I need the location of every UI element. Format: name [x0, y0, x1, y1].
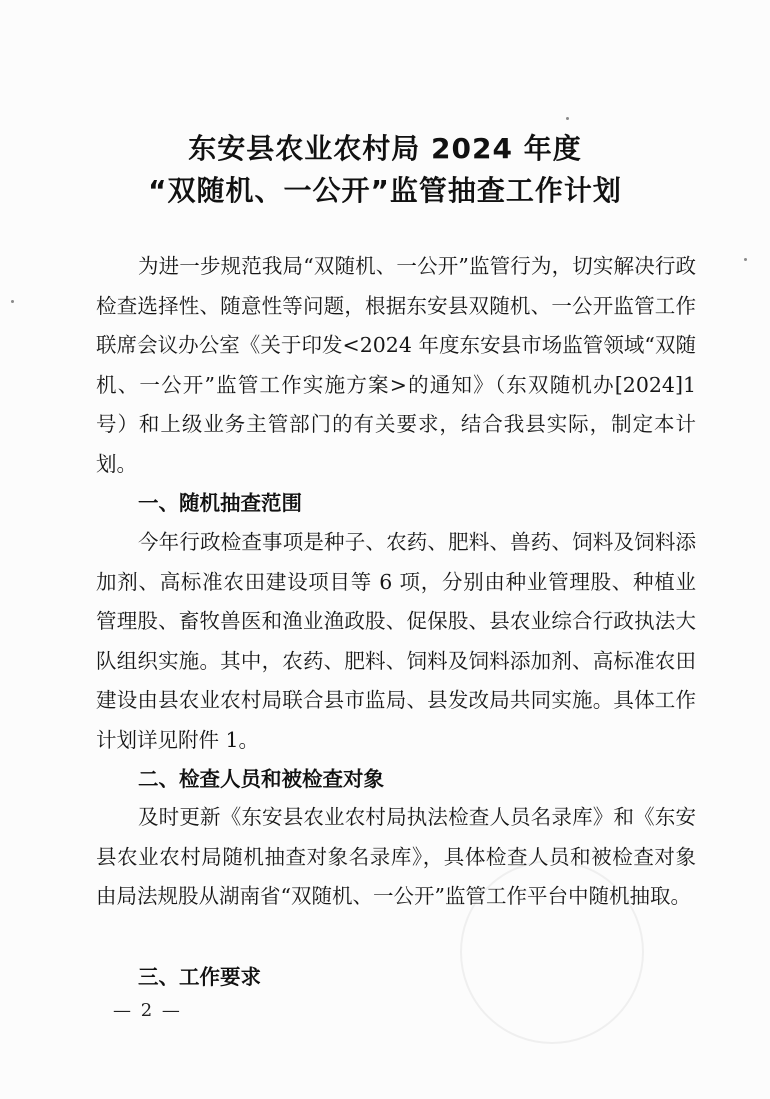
- section-2-paragraph: 及时更新《东安县农业农村局执法检查人员名录库》和《东安县农业农村局随机抽查对象名录库》，具体检查人员和被检查对象由局法规股从湖南省“双随机、一公开”监管工作平台中随机抽取。: [96, 805, 696, 908]
- intro-paragraph: 为进一步规范我局“双随机、一公开”监管行为，切实解决行政检查选择性、随意性等问题，根据东安县双随机、一公开监管工作联席会议办公室《关于印发<2024 年度东安县市场监管领域“双随机、一公开”监管工作实施方案>的通知》（东双随机办[2024]1 号）和上级业务主管部门的有关要求，结合我县实际，制定本计划。: [96, 254, 696, 476]
- document-title-line-1: 东安县农业农村局 2024 年度: [188, 132, 582, 165]
- section-1-paragraph: 今年行政检查事项是种子、农药、肥料、兽药、饲料及饲料添加剂、高标准农田建设项目等 6 项，分别由种业管理股、种植业管理股、畜牧兽医和渔业渔政股、促保股、县农业综合行政执法大队组织实施。其中，农药、肥料、饲料及饲料添加剂、高标准农田建设由县农业农村局联合县市监局、县发改局共同实施。具体工作计划详见附件 1。: [96, 530, 696, 752]
- section-2-heading: 二、检查人员和被检查对象: [138, 767, 384, 791]
- section-1-heading: 一、随机抽查范围: [138, 491, 302, 515]
- page-number: — 2 —: [113, 1000, 182, 1021]
- scan-speck: [566, 117, 569, 120]
- scan-speck: [11, 300, 14, 303]
- section-3-heading: 三、工作要求: [138, 965, 261, 989]
- scan-speck: [744, 258, 747, 261]
- document-title-line-2: “双随机、一公开”监管抽查工作计划: [148, 174, 622, 207]
